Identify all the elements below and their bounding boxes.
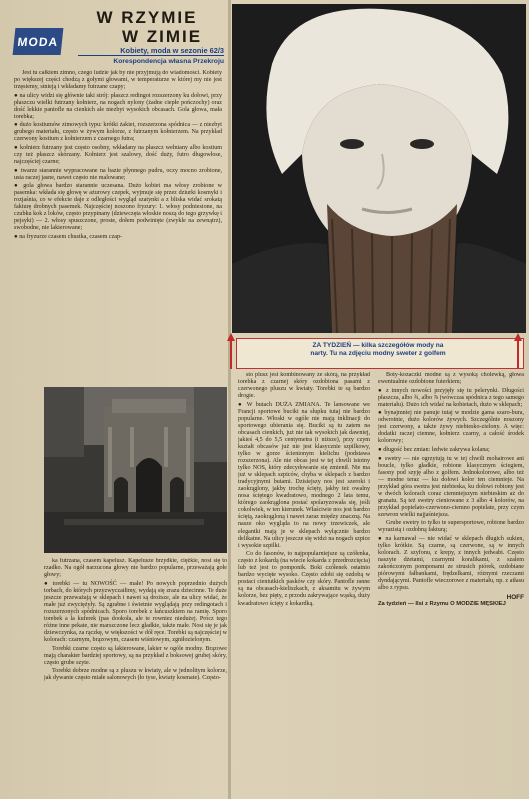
paragraph: ● W butach DUŻA ZMIANA. Te lansowane we Francji sportowe buciki na słupku tutaj nie bardzo popularne. Włoski w ogóle nie mają inklinacji do sportowego ubierania się. Buciki są tu zatem na obcasach cienkich, już nie tak wysokich jak dawniej, jakieś 4,5 do 5,5 centymetra (i niższe), przy czym kształt obcasów już nie jest klasycznie szpilkowy, tylko w gorze ścienionym kielichu (podstawa rozszerzona). Ale nie obcas jest w tej chwili istotny tylko NOS, który zdecydowanie się zmienił. Nie ma już w sklepach szpiców, chyba w sklepach z bardzo tradycyjnymi butami. Dzisiejszy nos jest szeroki i zaokrąglony, jakby trochę ścięty, jakby też owalny nosa ściętego kwadratowo, modnego 2 lata temu, którego zaokrąglona postać spolaryzowała się, jeśli cokolwiek, w ten kierunek. Właściwie nos jest bardzo ściętą, zaokrągloną i nawet zaraz między znaczną. Na nasze oko wygląda to na nowy trzewiczek, ale elegantki mają je w sklepach wyłącznie bardzo delikatne. Na ulicy jeszcze się widzi na nogach szpice i wysokie szpilki. xyxy=(238,401,370,549)
paragraph: ● z innych nowości przyjęły się tu pelerynki. Długości płaszcza, albo ¾, albo ⅞ (wówczas spódnica z tego samego materiału). Dużo ich widać na kobietach, dużo w sklepach; xyxy=(378,387,524,408)
paragraph: Torebki czarne często są lakierowane, lakier w ogóle modny. Brązowe mają charakter bardziej sportowy, są na przykład z boksowej grubej skóry, często grube szyte. xyxy=(44,645,227,666)
paragraph: Jest tu całkiem zimno, czego ludzie jak by nie przyjmują do wiadomości. Kobiety po większej części chodzą z gołymi głowami, w temperaturze w której my nie jest trzęsiemy, sinieją i wkładamy futrzane czapy; xyxy=(14,70,222,91)
article-title xyxy=(72,8,222,46)
column-3 xyxy=(378,372,524,794)
paragraph: ● kołnierz futrzany jest często osobny, wkładany na płaszcz wełniany albo kostium czy też płaszcz skórzany. Kołnierz jest szalowy, dość duży, futro długowłose, najczęściej czarne; xyxy=(14,144,222,166)
arrow-up-right-icon xyxy=(512,331,524,371)
moda-logo: MODA xyxy=(13,28,64,55)
paragraph: ● długość bez zmian: ledwie zakrywa kolana; xyxy=(378,446,490,453)
caption-line-1: ZA TYDZIEŃ — kilka szczegółów mody na xyxy=(312,342,444,349)
column-1 xyxy=(14,70,222,378)
woman-in-turtleneck-photo xyxy=(232,4,526,333)
author-signature: HOFF xyxy=(506,593,524,601)
title-line-1: W RZYMIE xyxy=(96,8,198,27)
article-byline: Korespondencja własna Przekroju xyxy=(113,58,224,65)
paragraph: ● torebki — tu NOWOŚĆ — małe! Po nowych poprzednio dużych torbach, do których przyzwyczaiłimy, wydają się zrazu dziecinne. Te duże jeszcze przeważają w sklepach i nawet są droższe, ale na ulicy widać, że małe już zwyciężyły. Są zgrabne i świetnie wyglądają przy redingotach i rozszerzonych spódnicach. Sporo torebek z łańcuszkiem na ramię. Sporo torebek a la kuferek (pas dookoła, ale te rowniez niedużej. Prócz tego różne inne pekate, nie marszczone lecz gładkie, także małe. Nosi się je jak dziewczynka, za rączkę, w większości w dół ręce. Torebki są najczęściej w kolorach: czarnym, brązowym, czasem wiśniowym, zgniłozielonym. xyxy=(44,580,227,644)
arrow-up-left-icon xyxy=(225,331,237,371)
paragraph: ● na karnawał — nie widać w sklepach długich sukien, tylko krótkie. Są czarne, są czerwone, są w innych kolorach. Z szyfonu, z krepy, z innych jedwabi. Często naszyte dżetami, czarnymi koralikami, z szalem zakończonym pomponami ze strusich piórek, ozdobiane piórowymi fałbankami, frędzelkami, różnymi rzeczami dyndającymi. Pantofle wieczorowe z materiału, np. z atłasu albo z rypsu. xyxy=(378,536,524,592)
article-subtitle: Kobiety, moda w sezonie 62/3 xyxy=(120,46,224,55)
title-line-2: W ZIMIE xyxy=(121,27,203,46)
photo-caption xyxy=(256,342,500,359)
paragraph: sto plusz jest kombinowany ze skórą, na przykład torebka z czarnej skóry ozdobiona pasami z czerwonego pluszu w kwiaty. Torebki te są bardzo drogie. xyxy=(238,372,370,400)
paragraph: ● twarze starannie wypracowane na bazie płynnego pudru, oczy mocno zrobione, usta raczej jasne, nawet często nie malowane; xyxy=(14,167,222,181)
paragraph: ● gola głowa bardzo starannie uczesana. Dużo kobiet ma włosy zrobione w pasemka: wkłada się głowę w ażurowy czepek, wyjmuje się przez dziurki kosmyki i rozjaśnia, co w efekcie daje z odległości wygląd szatynki a z bliska widać srokatą fakturę drobnych pasemek. Najczęściej noszono fryzury: 1. włosy podniesione, na czubku kok z loków, często przypinany (dziewczęta włoskie noszą do tego grzywkę i pejsyki) — 2. włosy spuszczone, proste, dołem podwinięte (zwykle na zewnątrz), swobodne, nie lakierowane; xyxy=(14,183,222,232)
paragraph: ● na fryzurze czasem chustka, czasem czap- xyxy=(14,234,123,241)
column-1-continued xyxy=(44,558,227,796)
paragraph: Torebki dobrze modne są z pluszu w kwiaty, ale w jednolitym kolorze, jak dywanie często miałe salonowych (ło tyse, kwiaty kosmate). Często- xyxy=(44,668,227,682)
paragraph: ● dużo kostiumów zimowych typu: krótki żakiet, rozszerzona spódnica — z niezbyt grubego materiału, często w żywym kolorze, z futrzanym kołnierzem. Na przykład czerwony kostium z kołnierzem z czarnego futra; xyxy=(14,122,222,143)
next-issue-note: Za tydzień — Ilsi z Rzymu O MODZIE MĘSKIEJ xyxy=(378,600,506,607)
column-2 xyxy=(238,372,370,792)
paragraph: Co do fasonów, to najpopularniejsze są czółenka, często z kokardą (na wiecie kokarda z przedrozcięcia) lub też jest to pomponik. Boki czółenek ostatnio bardzo wycięte wysoko. Często zdobi się ozdobą w postaci cieniutkich pasków czy skóry. Pantofle ranne są na obcasach-kieliszkach, z aksamitu w żywym kolorze, bez pięty, z przodu zakrywające wąską, duży kwadratowo ścięty z kokardką. xyxy=(238,551,370,607)
paragraph: ● na ulicy widzi się głównie taki strój: płaszcz redingot rozszerzony ku dołowi, przy płaszczu wielki futrzany kołnierz, na nogach nylony (żadne ciepłe pończochy) oraz dość lekkie pantofle na cienkich ale niezbyt wysokich obcasach. Gola głowa, mała torebka; xyxy=(14,92,222,120)
page-gutter xyxy=(228,0,231,799)
paragraph: ● bynajmniej nie panuje tutaj w modzie gama szaro-bura, odwrotnie, dużo kolorów żywych. Szczególnie noszony jest czerwony, a także żywy niebiesko-zielony. A więc: dodatki raczej ciemne, kołnierz czarny, a całość środek kolorowy; xyxy=(378,410,524,445)
paragraph: ● swetry — nie ogrzytują tu w tej chwili mohairowe ani boucle, tylko gładkie, robione klasycznym ściegiem, fasony pod szyję albo z golfem. Jednokolorowe, albo też — modne teraz — ku dołowi kolor ten ciemnieje. Na przykład góra swetra jest niebieska, ku dołowi robiony jest w dwóch kolorach coraz ciemniejszym niebieskim aż do granatu. Są też swetry cieniowane z 3 albo 4 kolorów, na przykład popielato-czerwono-ciemno popielate, przy czym szewron wielki najjaśniejsza. xyxy=(378,455,524,518)
paragraph: Grube swetry to tylko te supersportowe, robione bardzo wyrazistą i ozdobną fakturą; xyxy=(378,520,524,534)
header-divider xyxy=(78,55,224,56)
paragraph: ka futrzana, czasem kapelusz. Kapelusze brzydkie, ciężkie, nosi się to rzadko. Na ogół narzucona głowy nie bardzo popularne, przeważają gołe głowy; xyxy=(44,558,227,579)
arch-of-constantine-photo xyxy=(44,387,227,553)
paragraph: Boty-kozaczki modne są z wysoką cholewką, głowa ewentualnie ozdobione futerkiem; xyxy=(378,372,524,386)
caption-line-2: narty. Tu na zdjęciu modny sweter z golfem xyxy=(310,350,446,358)
